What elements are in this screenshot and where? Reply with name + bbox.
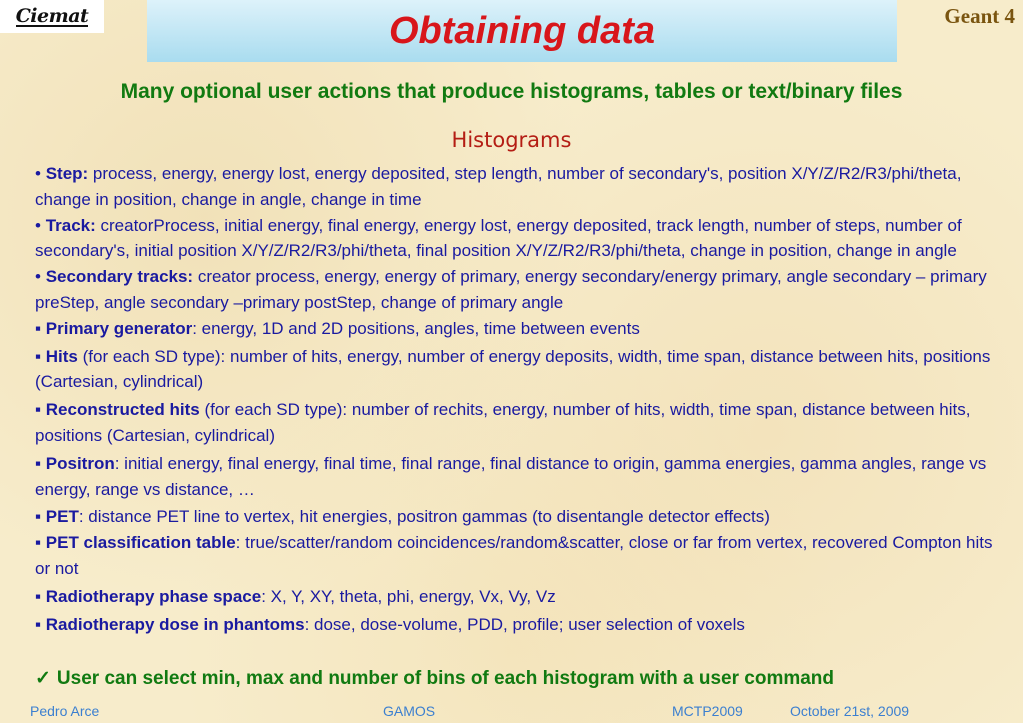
item-text: : distance PET line to vertex, hit energies, positron gammas (to disentangle detector effects) <box>78 507 770 527</box>
item-text: : initial energy, final energy, final time, final range, final distance to origin, gamma energies, gamma angles, range vs energy, range vs distance, … <box>35 453 987 499</box>
item-label: PET <box>45 507 79 527</box>
item-text: : energy, 1D and 2D positions, angles, time between events <box>192 318 640 338</box>
square-bullet-icon: ▪ <box>35 614 42 634</box>
histogram-note <box>35 667 834 690</box>
item-label: Hits <box>45 346 78 366</box>
footer-project: GAMOS <box>383 703 436 719</box>
list-item-track <box>35 213 1003 265</box>
list-item-primary-generator <box>35 316 1003 342</box>
item-label: PET classification table <box>45 533 236 553</box>
item-label: Radiotherapy dose in phantoms <box>45 614 305 634</box>
checkmark-icon: ✓ <box>35 668 51 689</box>
item-text: : dose, dose-volume, PDD, profile; user selection of voxels <box>304 614 745 634</box>
item-text: : true/scatter/random coincidences/random&scatter, close or far from vertex, recovered Compton hits or not <box>35 533 993 578</box>
item-text: creator process, energy, energy of primary, energy secondary/energy primary, angle secondary – primary preStep, angle secondary –primary postStep, change of primary angle <box>35 267 987 312</box>
slide-subtitle: Many optional user actions that produce histograms, tables or text/binary files <box>120 80 903 103</box>
item-text: creatorProcess, initial energy, final energy, energy lost, energy deposited, track length, number of steps, number of secondary's, initial position X/Y/Z/R2/R3/phi/theta, final position X/Y/Z/R2/R3/phi/theta, change in position, change in angle <box>35 215 962 261</box>
item-label: Step: <box>45 164 89 183</box>
square-bullet-icon: ▪ <box>35 507 42 527</box>
item-label: Reconstructed hits <box>45 400 200 420</box>
list-item-step <box>35 161 1003 213</box>
slide-title: Obtaining data <box>389 9 655 52</box>
list-item-reconstructed-hits <box>35 397 1003 449</box>
list-item-pet-classification <box>35 530 1003 582</box>
note-text: User can select min, max and number of bins of each histogram with a user command <box>56 668 835 689</box>
geant4-label: Geant 4 <box>944 4 1015 28</box>
list-item-secondary-tracks <box>35 264 1003 316</box>
square-bullet-icon: ▪ <box>35 586 42 606</box>
section-title: Histograms <box>451 128 572 152</box>
ciemat-logo <box>0 0 104 33</box>
square-bullet-icon: ▪ <box>35 346 42 366</box>
item-text: (for each SD type): number of rechits, energy, number of hits, width, time span, distance between hits, positions (Cartesian, cylindrical) <box>35 400 971 445</box>
square-bullet-icon: ▪ <box>35 453 42 473</box>
item-text: : X, Y, XY, theta, phi, energy, Vx, Vy, Vz <box>261 586 556 606</box>
item-label: Track: <box>45 215 96 235</box>
list-item-hits <box>35 344 1003 396</box>
item-label: Primary generator <box>45 318 193 338</box>
title-band <box>147 0 897 62</box>
item-label: Radiotherapy phase space <box>45 586 262 606</box>
item-label: Secondary tracks: <box>45 267 194 287</box>
footer-author: Pedro Arce <box>30 703 100 719</box>
item-text: process, energy, energy lost, energy deposited, step length, number of secondary's, position X/Y/Z/R2/R3/phi/theta, change in position, change in angle, change in time <box>35 164 962 209</box>
square-bullet-icon: ▪ <box>35 533 42 553</box>
footer-date: October 21st, 2009 <box>790 703 910 719</box>
footer <box>0 703 1023 721</box>
list-item-dose-phantoms <box>35 612 1003 638</box>
footer-event: MCTP2009 <box>672 703 743 719</box>
bullet-icon: • <box>35 164 41 183</box>
bullet-icon: • <box>35 215 41 235</box>
histogram-list <box>35 161 1003 637</box>
list-item-phase-space <box>35 584 1003 610</box>
item-label: Positron <box>45 453 115 473</box>
list-item-positron <box>35 451 1003 503</box>
item-text: (for each SD type): number of hits, energy, number of energy deposits, width, time span, distance between hits, positions (Cartesian, cylindrical) <box>35 346 991 392</box>
bullet-icon: • <box>35 267 41 287</box>
logo-text: Ciemat <box>15 4 89 27</box>
square-bullet-icon: ▪ <box>35 400 42 420</box>
square-bullet-icon: ▪ <box>35 318 42 338</box>
list-item-pet <box>35 504 1003 530</box>
